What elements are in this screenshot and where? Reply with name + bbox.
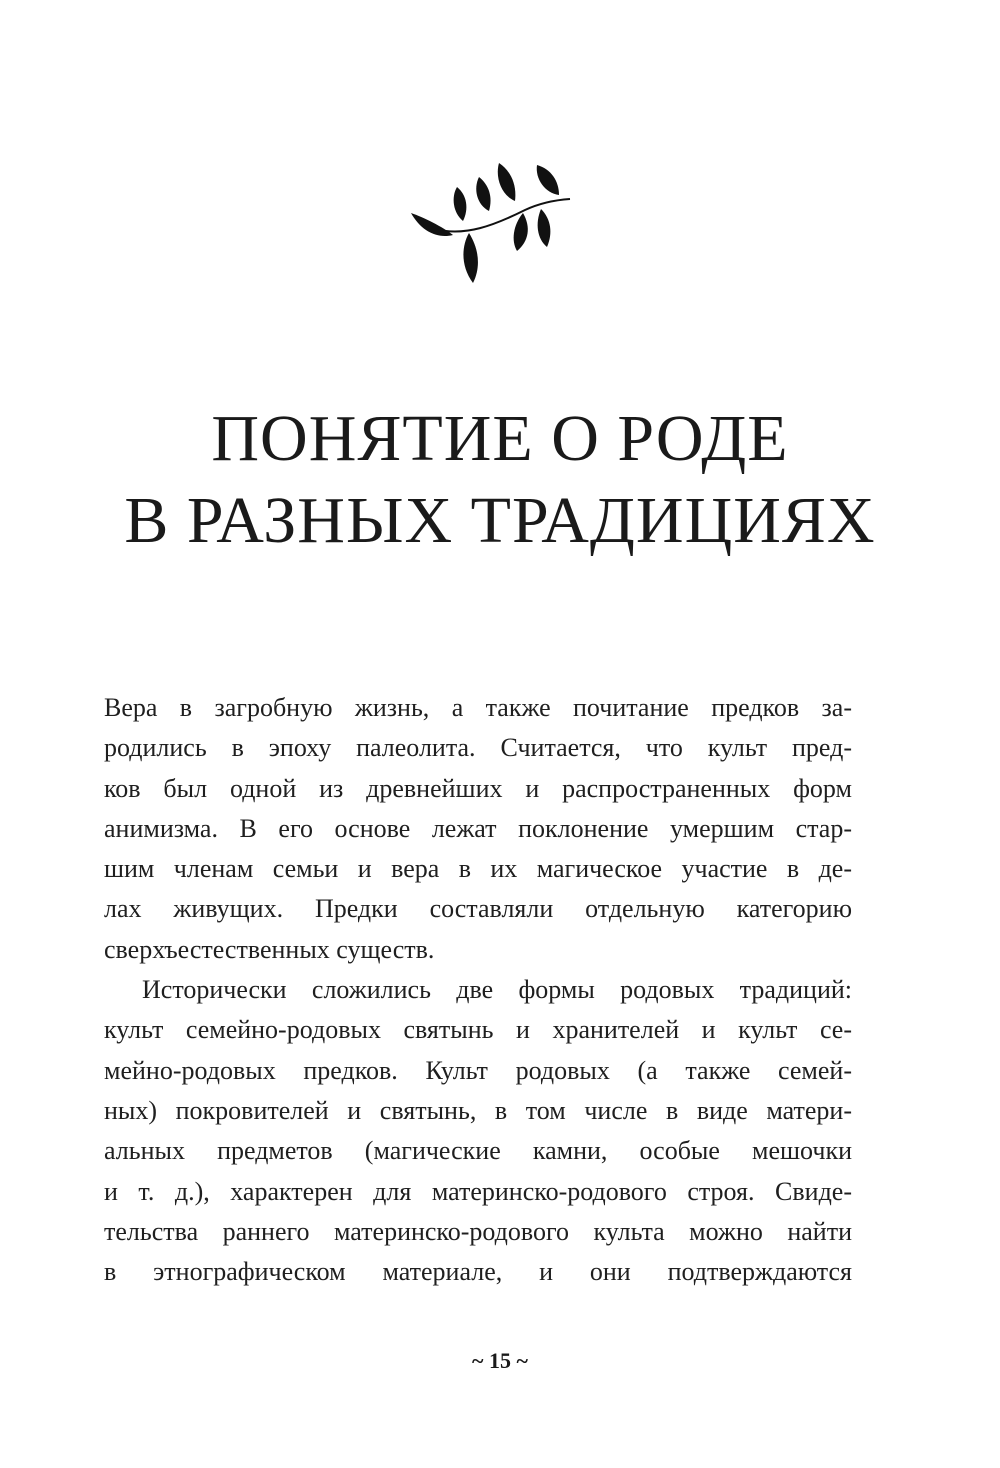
paragraph-1 — [104, 688, 852, 970]
chapter-title-line-1: ПОНЯТИЕ О РОДЕ — [211, 402, 789, 475]
text-line: ков был одной из древнейших и распространенных форм — [104, 773, 852, 803]
text-line: альных предметов (магические камни, особые мешочки — [104, 1136, 852, 1166]
text-line: лах живущих. Предки составляли отдельную категорию — [104, 894, 852, 924]
leafy-branch-icon — [405, 155, 575, 290]
chapter-title — [0, 398, 1000, 562]
text-line: Исторически сложились две формы родовых традиций: — [142, 975, 852, 1005]
chapter-title-line-2: В РАЗНЫХ ТРАДИЦИЯХ — [124, 484, 876, 557]
text-line: ных) покровителей и святынь, в том числе в виде матери- — [104, 1095, 852, 1125]
body-text — [104, 688, 852, 1292]
paragraph-2 — [104, 970, 852, 1292]
text-line: Вера в загробную жизнь, а также почитание предков за- — [104, 693, 852, 722]
text-line: сверхъестественных существ. — [104, 934, 435, 964]
text-line: родились в эпоху палеолита. Считается, что культ пред- — [104, 733, 852, 763]
text-line: в этнографическом материале, и они подтверждаются — [104, 1257, 852, 1287]
text-line: анимизма. В его основе лежат поклонение умершим стар- — [104, 813, 852, 843]
text-line: и т. д.), характерен для материнско-родового строя. Свиде- — [104, 1176, 852, 1206]
text-line: шим членам семьи и вера в их магическое участие в де- — [104, 854, 852, 884]
text-line: мейно-родовых предков. Культ родовых (а также семей- — [104, 1055, 852, 1085]
page-number: ~ 15 ~ — [472, 1348, 528, 1373]
text-line: тельства раннего материнско-родового культа можно найти — [104, 1216, 852, 1246]
text-line: культ семейно-родовых святынь и хранителей и культ се- — [104, 1015, 852, 1045]
